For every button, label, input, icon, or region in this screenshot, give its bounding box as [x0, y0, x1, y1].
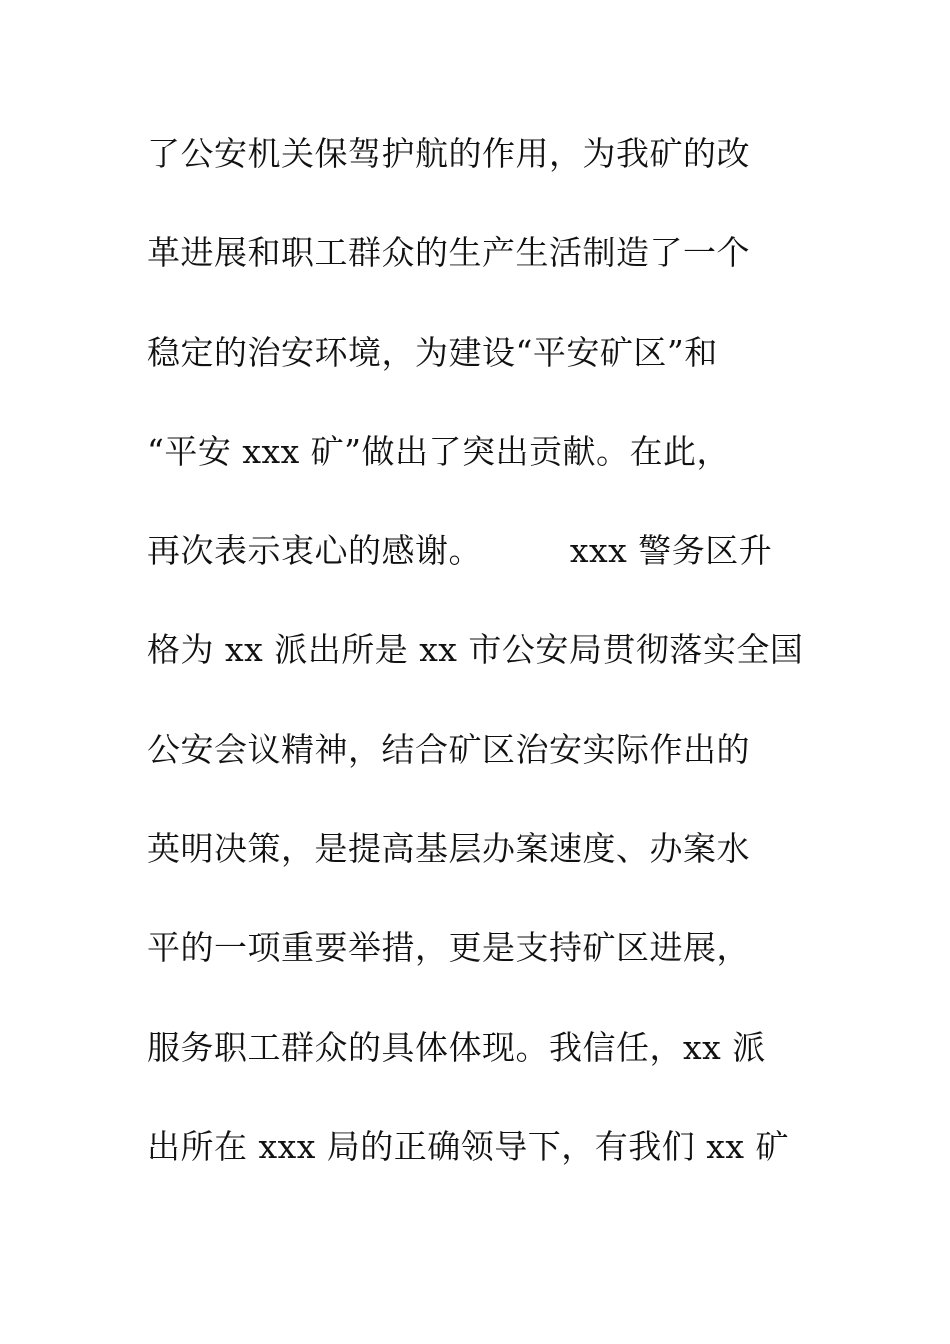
text-line-1: 了公安机关保驾护航的作用，为我矿的改	[147, 134, 750, 173]
text-line-9: 平的一项重要举措，更是支持矿区进展，	[147, 928, 750, 968]
text-line-7: 公安会议精神，结合矿区治安实际作出的	[147, 729, 750, 769]
text-line-11: 出所在 xxx 局的正确领导下，有我们 xx 矿	[147, 1126, 790, 1166]
text-line-2: 革进展和职工群众的生产生活制造了一个	[147, 233, 750, 273]
text-line-3: 稳定的治安环境，为建设“平安矿区”和	[147, 332, 718, 372]
text-line-5: 再次表示衷心的感谢。 xxx 警务区升	[147, 531, 773, 571]
text-line-6: 格为 xx 派出所是 xx 市公安局贯彻落实全国	[147, 630, 804, 670]
text-line-4: “平安 xxx 矿”做出了突出贡献。在此，	[147, 431, 731, 471]
body-text	[147, 124, 827, 1216]
text-line-10: 服务职工群众的具体体现。我信任，xx 派	[147, 1027, 766, 1067]
text-line-8: 英明决策，是提高基层办案速度、办案水	[147, 829, 750, 869]
